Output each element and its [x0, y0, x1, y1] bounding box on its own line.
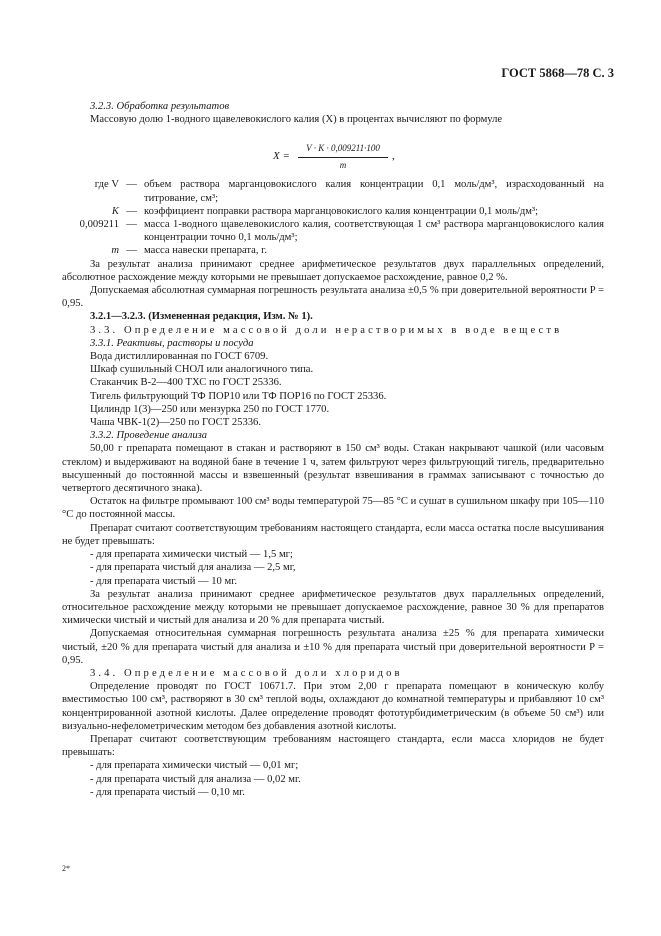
list-item: Вода дистиллированная по ГОСТ 6709.: [90, 351, 269, 363]
section-heading-3-3: 3.3. Определение массовой доли нерастворимых в воде веществ: [90, 324, 563, 336]
definition-row: [62, 218, 604, 244]
paragraph: Остаток на фильтре промывают 100 см³ воды температурой 75—85 °С и сушат в сушильном шкафу при 105—110 °С до постоянной массы.: [62, 496, 604, 521]
page-footer-mark: 2*: [62, 864, 70, 873]
subsection-heading-3-3-2: 3.3.2. Проведение анализа: [90, 430, 208, 442]
definition-text: масса 1-водного щавелевокислого калия, соответствующая 1 см³ раствора марганцовокислого калия концентрации точно 0,1 моль/дм³;: [144, 219, 604, 244]
limit-item: - для препарата химически чистый — 0,01 мг;: [90, 760, 299, 772]
list-item: Чаша ЧВК-1(2)—250 по ГОСТ 25336.: [90, 417, 261, 429]
definition-dash: —: [126, 245, 137, 257]
definition-dash: —: [126, 205, 137, 217]
list-item: Цилиндр 1(3)—250 или мензурка 250 по ГОСТ 1770.: [90, 403, 330, 415]
definition-text: объем раствора марганцовокислого калия концентрации 0,1 моль/дм³, израсходованный на титрование, см³;: [144, 179, 604, 204]
paragraph: Определение проводят по ГОСТ 10671.7. При этом 2,00 г препарата помещают в коническую колбу вместимостью 100 см³, растворяют в 30 см³ теплой воды, охлаждают до комнатной температуры и прибавляют 10 см³ концентрированной азотной кислоты. Далее определение проводят фототурбидиметрическим (в объеме 50 см³) или визуально-нефелометрическим методом без добавления азотной кислоты.: [62, 681, 604, 732]
section-heading-3-2-3: 3.2.3. Обработка результатов: [90, 101, 230, 112]
definition-symbol: m: [111, 245, 119, 257]
formula-comma: ,: [392, 150, 395, 163]
subsection-heading-3-3-1: 3.3.1. Реактивы, растворы и посуда: [90, 337, 254, 349]
list-item: Шкаф сушильный СНОЛ или аналогичного типа.: [90, 364, 314, 376]
definition-row: [62, 205, 604, 218]
page-header: ГОСТ 5868—78 С. 3: [501, 66, 614, 80]
definition-text: масса навески препарата, г.: [144, 245, 267, 257]
paragraph: Допускаемая относительная суммарная погрешность результата анализа ±25 % для препарата химически чистый, ±20 % для препарата чистый для анализа и ±10 % для препарата чистый при доверительной вероятности P = 0,95.: [62, 628, 604, 666]
paragraph: Препарат считают соответствующим требованиям настоящего стандарта, если масса хлоридов не будет превышать:: [62, 733, 604, 759]
limit-item: - для препарата чистый для анализа — 2,5 мг,: [90, 562, 296, 574]
paragraph: Препарат считают соответствующим требованиям настоящего стандарта, если масса остатка после высушивания не будет превышать:: [62, 522, 604, 547]
formula-denominator: m: [339, 159, 347, 170]
paragraph: За результат анализа принимают среднее арифметическое результатов двух параллельных определений, относительное расхождение между которыми не превышает допускаемое расхождение, равное 30 % для препаратов химически чистый и чистый для анализа и 20 % для препарата чистый.: [62, 588, 604, 627]
list-item: Стаканчик В-2—400 ТХС по ГОСТ 25336.: [90, 377, 282, 389]
definition-row: [62, 178, 604, 204]
paragraph: 50,00 г препарата помещают в стакан и растворяют в 150 см³ воды. Стакан накрывают чашкой (или часовым стеклом) и выдерживают на водяной бане в течение 1 ч, затем фильтруют через фильтрующий тигель, предварительно высушенный до постоянной массы и взвешенный (результат взвешивания в граммах записывают с точностью до четвертого десятичного знака).: [62, 443, 604, 495]
definition-symbol: 0,009211: [79, 219, 119, 231]
definition-symbol: где V: [94, 179, 119, 191]
formula: [62, 140, 604, 176]
formula-intro: Массовую долю 1-водного щавелевокислого калия (X) в процентах вычисляют по формуле: [90, 114, 503, 126]
amendment-note: 3.2.1—3.2.3. (Измененная редакция, Изм. № 1).: [90, 311, 313, 323]
formula-definitions: [62, 178, 604, 257]
limit-item: - для препарата чистый — 0,10 мг.: [90, 786, 245, 798]
limit-item: - для препарата чистый — 10 мг.: [90, 575, 237, 587]
definition-row: [62, 244, 604, 257]
definition-text: коэффициент поправки раствора марганцовокислого калия концентрации 0,1 моль/дм³;: [144, 205, 539, 217]
list-item: Тигель фильтрующий ТФ ПОР10 или ТФ ПОР16 по ГОСТ 25336.: [90, 390, 387, 402]
definition-dash: —: [126, 179, 137, 191]
definition-symbol: K: [111, 205, 119, 217]
formula-lhs: X =: [273, 150, 290, 163]
limit-item: - для препарата химически чистый — 1,5 мг;: [90, 549, 293, 561]
limit-item: - для препарата чистый для анализа — 0,02 мг.: [90, 773, 301, 785]
paragraph: За результат анализа принимают среднее арифметическое результатов двух параллельных определений, абсолютное расхождение между которыми не превышает допускаемое расхождение, равное 0,2 %.: [62, 258, 604, 283]
formula-fraction: [298, 142, 388, 171]
formula-numerator: V · K · 0,009211·100: [298, 142, 388, 157]
paragraph: Допускаемая абсолютная суммарная погрешность результата анализа ±0,5 % при доверительной вероятности P = 0,95.: [62, 285, 604, 310]
definition-dash: —: [126, 219, 137, 231]
section-heading-3-4: 3.4. Определение массовой доли хлоридов: [90, 667, 403, 679]
document-body: [62, 100, 604, 799]
